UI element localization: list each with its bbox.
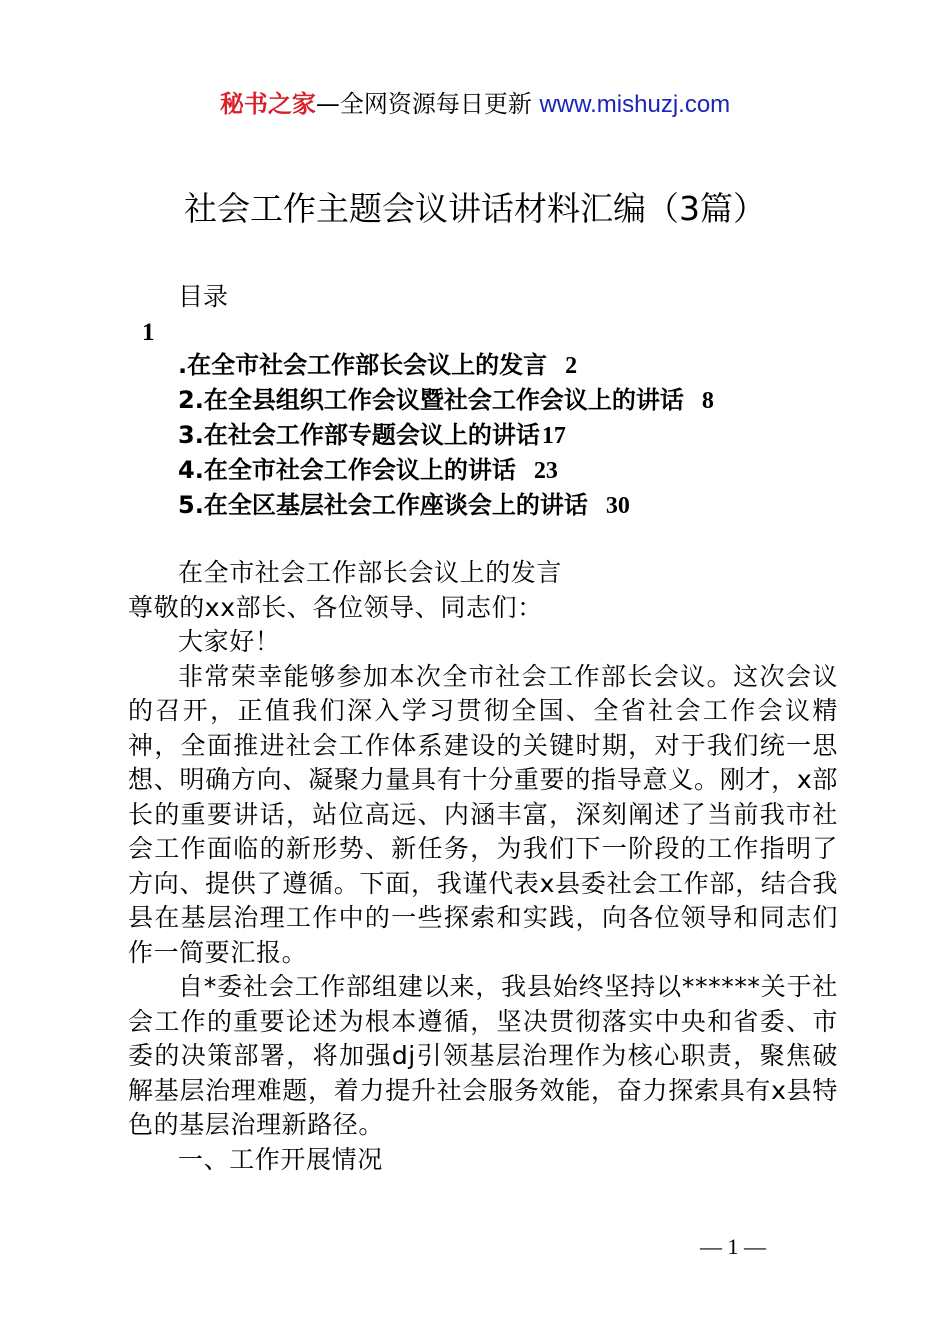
body-paragraph: 自*委社会工作部组建以来，我县始终坚持以******关于社会工作的重要论述为根本遵循，坚决贯彻落实中央和省委、市委的决策部署，将加强dj引领基层治理作为核心职责，聚焦破解基层治理难题，着力提升社会服务效能，奋力探索具有x县特色的基层治理新路径。	[128, 972, 838, 1139]
toc-item[interactable]	[178, 488, 714, 523]
page-number: — 1 —	[700, 1234, 766, 1259]
toc-heading: 目录	[178, 282, 229, 311]
toc-item-title: 3.在社会工作部专题会议上的讲话	[178, 421, 540, 449]
site-header	[0, 86, 950, 123]
toc-item-title: 4.在全市社会工作会议上的讲话	[178, 456, 516, 484]
toc-item-page: 8	[701, 388, 714, 414]
document-title: 社会工作主题会议讲话材料汇编（3篇）	[184, 189, 766, 228]
toc-item-title: 2.在全县组织工作会议暨社会工作会议上的讲话	[178, 386, 684, 414]
toc-item-page: 23	[533, 458, 558, 484]
toc-item-title: .在全市社会工作部长会议上的发言	[178, 351, 548, 379]
section-title: 在全市社会工作部长会议上的发言	[178, 558, 563, 587]
salutation: 尊敬的xx部长、各位领导、同志们：	[128, 592, 543, 622]
toc-item-number: 1	[142, 319, 155, 346]
toc-item-title: 5.在全区基层社会工作座谈会上的讲话	[178, 491, 588, 519]
header-tagline: —全网资源每日更新	[315, 90, 540, 118]
toc-item[interactable]	[178, 418, 714, 453]
section-heading: 一、工作开展情况	[178, 1144, 383, 1174]
brand-name: 秘书之家	[219, 90, 316, 118]
toc-item[interactable]	[178, 453, 714, 488]
document-body	[128, 556, 838, 1177]
site-url-link[interactable]: www.mishuzj.com	[539, 91, 731, 118]
body-paragraph: 非常荣幸能够参加本次全市社会工作部长会议。这次会议的召开，正值我们深入学习贯彻全国、全省社会工作会议精神，全面推进社会工作体系建设的关键时期，对于我们统一思想、明确方向、凝聚力量具有十分重要的指导意义。刚才，x部长的重要讲话，站位高远、内涵丰富，深刻阐述了当前我市社会工作面临的新形势、新任务，为我们下一阶段的工作指明了方向、提供了遵循。下面，我谨代表x县委社会工作部，结合我县在基层治理工作中的一些探索和实践，向各位领导和同志们作一简要汇报。	[128, 661, 838, 967]
toc-item-page: 17	[541, 423, 566, 449]
greeting: 大家好！	[178, 627, 281, 656]
toc-item[interactable]	[178, 348, 714, 383]
toc-item-page: 30	[605, 493, 630, 519]
table-of-contents	[178, 348, 714, 523]
toc-item-page: 2	[565, 353, 578, 379]
toc-item[interactable]	[178, 383, 714, 418]
